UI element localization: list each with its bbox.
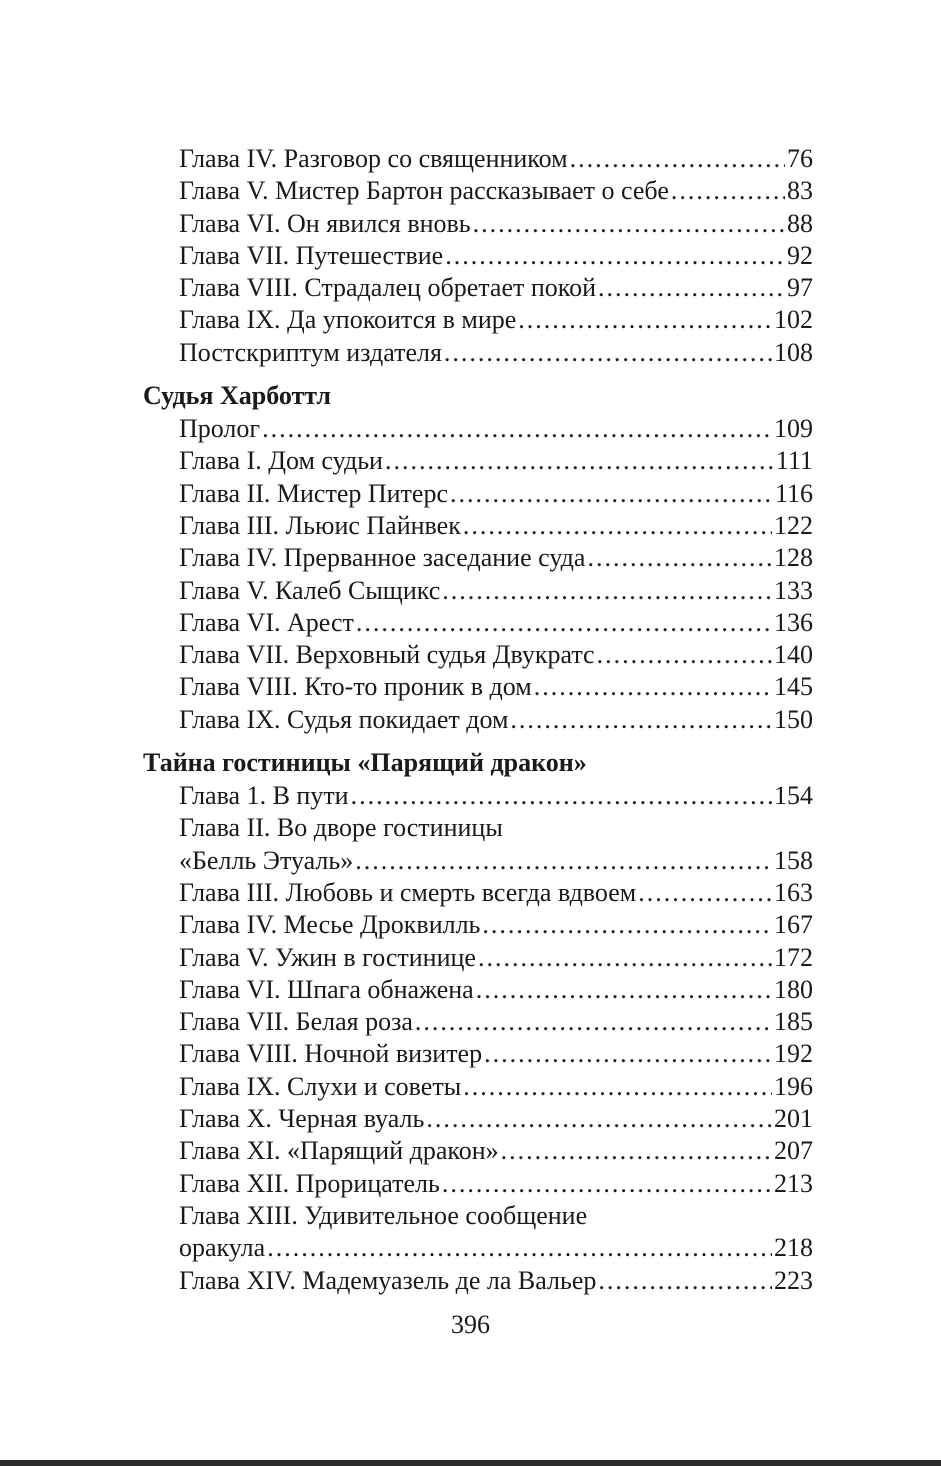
toc-entry-title: Глава II. Во дворе гостиницы (179, 813, 503, 843)
dot-leader (510, 704, 772, 736)
toc-entry-page: 163 (774, 877, 813, 907)
toc-entry (179, 812, 813, 844)
toc-entry-title: Глава VI. Шпага обнажена (179, 974, 474, 1004)
toc-entry-title: Глава VI. Он явился вновь (179, 208, 471, 238)
toc-entry-title: Глава IX. Да упокоится в мире (179, 305, 517, 335)
toc-entry (179, 1006, 813, 1038)
toc-entry-title: Глава V. Калеб Сыщикс (179, 575, 441, 605)
dot-leader (442, 575, 772, 607)
toc-entry-title: Глава V. Мистер Бартон рассказывает о себе (179, 176, 669, 206)
toc-entry (179, 942, 813, 974)
toc-entry-title: Глава IV. Разговор со священником (179, 144, 568, 173)
toc-entries (143, 780, 813, 1297)
toc-entry (179, 1071, 813, 1103)
toc-entry-page: 133 (774, 575, 813, 605)
toc-entry-page: 167 (774, 910, 813, 940)
toc-entry (179, 1200, 813, 1232)
toc-entry-title: Глава VII. Верховный судья Двукратс (179, 640, 595, 670)
toc-entry-page: 180 (774, 974, 813, 1004)
toc-entry-page: 83 (787, 176, 813, 206)
toc-entry-title: «Белль Этуаль» (179, 845, 354, 875)
toc-entry (179, 1038, 813, 1070)
dot-leader (476, 974, 772, 1006)
toc-entry-title: Глава IX. Судья покидает дом (179, 704, 509, 734)
dot-leader (501, 1135, 772, 1167)
toc-entry-page: 218 (774, 1233, 813, 1263)
toc-entry-page: 207 (774, 1136, 813, 1166)
toc-entry (179, 1265, 813, 1297)
dot-leader (570, 143, 785, 175)
dot-leader (442, 1168, 772, 1200)
toc-entry (179, 1168, 813, 1200)
toc-entry-title: Глава XII. Прорицатель (179, 1168, 440, 1198)
dot-leader (482, 909, 772, 941)
toc-entry (179, 304, 813, 336)
dot-leader (478, 942, 772, 974)
dot-leader (355, 845, 772, 877)
toc-entry (179, 1135, 813, 1167)
toc-entry-title: Глава XIV. Мадемуазель де ла Вальер (179, 1265, 597, 1295)
toc-entry (179, 974, 813, 1006)
toc-entry-page: 158 (774, 845, 813, 875)
toc-entry (179, 337, 813, 369)
toc-entry-title: Глава III. Любовь и смерть всегда вдвоем (179, 877, 637, 907)
toc-entry (179, 704, 813, 736)
toc-entry-page: 192 (774, 1039, 813, 1069)
dot-leader (463, 1071, 772, 1103)
toc-entry-page: 185 (774, 1007, 813, 1037)
dot-leader (598, 1265, 772, 1297)
toc-entry-title: Глава XI. «Парящий дракон» (179, 1136, 499, 1166)
toc-entry-title: Постскриптум издателя (179, 337, 442, 367)
toc-entry-title: Глава VII. Путешествие (179, 240, 444, 270)
toc-entry (179, 909, 813, 941)
toc-entry-title: Глава VIII. Кто-то проник в дом (179, 672, 532, 702)
toc-entry-page: 122 (774, 510, 813, 540)
toc-entries (143, 413, 813, 736)
section-title: Тайна гостиницы «Парящий дракон» (143, 748, 587, 778)
toc-entry (179, 639, 813, 671)
dot-leader (262, 413, 772, 445)
toc-entry (179, 845, 813, 877)
dot-leader (445, 240, 785, 272)
toc-entry-title: Глава VII. Белая роза (179, 1007, 413, 1037)
toc-entry-title: Глава IV. Прерванное заседание суда (179, 543, 586, 573)
toc-entry-title: Глава IV. Месье Дроквилль (179, 910, 481, 940)
toc-entry-title: Глава X. Черная вуаль (179, 1104, 425, 1134)
toc-entry-page: 76 (787, 144, 813, 173)
toc-entry (179, 780, 813, 812)
toc-entry-page: 196 (774, 1071, 813, 1101)
dot-leader (587, 542, 772, 574)
dot-leader (638, 877, 772, 909)
dot-leader (426, 1103, 772, 1135)
toc-entry-title: Глава II. Мистер Питерс (179, 478, 448, 508)
dot-leader (473, 208, 785, 240)
page-number: 396 (451, 1310, 490, 1339)
toc-entry (179, 143, 813, 175)
toc-entry-title: Глава VIII. Страдалец обретает покой (179, 273, 596, 303)
dot-leader (671, 175, 785, 207)
toc-entry (179, 510, 813, 542)
toc-entry-page: 223 (774, 1265, 813, 1295)
toc-entry-page: 97 (787, 273, 813, 303)
toc-entry (179, 175, 813, 207)
toc-entry-page: 108 (774, 337, 813, 367)
dot-leader (267, 1232, 772, 1264)
toc-entry (179, 877, 813, 909)
toc-entry-page: 154 (774, 781, 813, 811)
toc-entry-page: 145 (774, 672, 813, 702)
toc-entry-title: Глава III. Льюис Пайнвек (179, 510, 461, 540)
dot-leader (534, 671, 772, 703)
dot-leader (518, 304, 772, 336)
toc-section (143, 746, 813, 1297)
toc-entry-page: 140 (774, 640, 813, 670)
toc-entry-title: Глава 1. В пути (179, 781, 349, 811)
toc-entry (179, 607, 813, 639)
dot-leader (385, 445, 774, 477)
toc-entry (179, 575, 813, 607)
toc-entry-page: 88 (787, 208, 813, 238)
toc-entry-page: 92 (787, 240, 813, 270)
dot-leader (598, 272, 785, 304)
dot-leader (450, 478, 773, 510)
dot-leader (444, 337, 772, 369)
dot-leader (356, 607, 772, 639)
toc-entry-title: Пролог (179, 414, 261, 444)
section-title: Судья Харботтл (143, 381, 331, 411)
dot-leader (351, 780, 772, 812)
toc-entry-page: 128 (774, 543, 813, 573)
toc-entry (179, 671, 813, 703)
toc-entry (179, 478, 813, 510)
toc-entry (179, 413, 813, 445)
dot-leader (484, 1038, 772, 1070)
page-edge-rule (0, 1460, 941, 1466)
toc-entry (179, 272, 813, 304)
toc-section (143, 379, 813, 736)
toc-entry-page: 172 (774, 942, 813, 972)
toc-entry (179, 1103, 813, 1135)
dot-leader (415, 1006, 772, 1038)
toc-entry (179, 240, 813, 272)
toc-entry (179, 445, 813, 477)
toc-entry (179, 208, 813, 240)
toc-entry-page: 201 (774, 1104, 813, 1134)
toc-entry-title: Глава V. Ужин в гостинице (179, 942, 476, 972)
toc-entry (179, 542, 813, 574)
toc-entry-title: Глава VI. Арест (179, 607, 354, 637)
toc-entry-page: 109 (774, 414, 813, 444)
dot-leader (463, 510, 772, 542)
toc-entry-page: 111 (775, 446, 813, 476)
toc-entry-page: 116 (774, 478, 813, 508)
toc-entry-page: 213 (774, 1168, 813, 1198)
toc-entry-title: оракула (179, 1233, 266, 1263)
toc-entries (143, 143, 813, 369)
toc-entry-title: Глава IX. Слухи и советы (179, 1071, 462, 1101)
toc-entry-page: 102 (774, 305, 813, 335)
toc-entry-title: Глава XIII. Удивительное сообщение (179, 1200, 588, 1230)
toc-section (143, 143, 813, 369)
toc-entry-page: 136 (774, 607, 813, 637)
toc-entry (179, 1232, 813, 1264)
toc-entry-title: Глава VIII. Ночной визитер (179, 1039, 483, 1069)
toc-entry-page: 150 (774, 704, 813, 734)
dot-leader (597, 639, 772, 671)
table-of-contents (143, 143, 813, 1307)
toc-entry-title: Глава I. Дом судьи (179, 446, 383, 476)
